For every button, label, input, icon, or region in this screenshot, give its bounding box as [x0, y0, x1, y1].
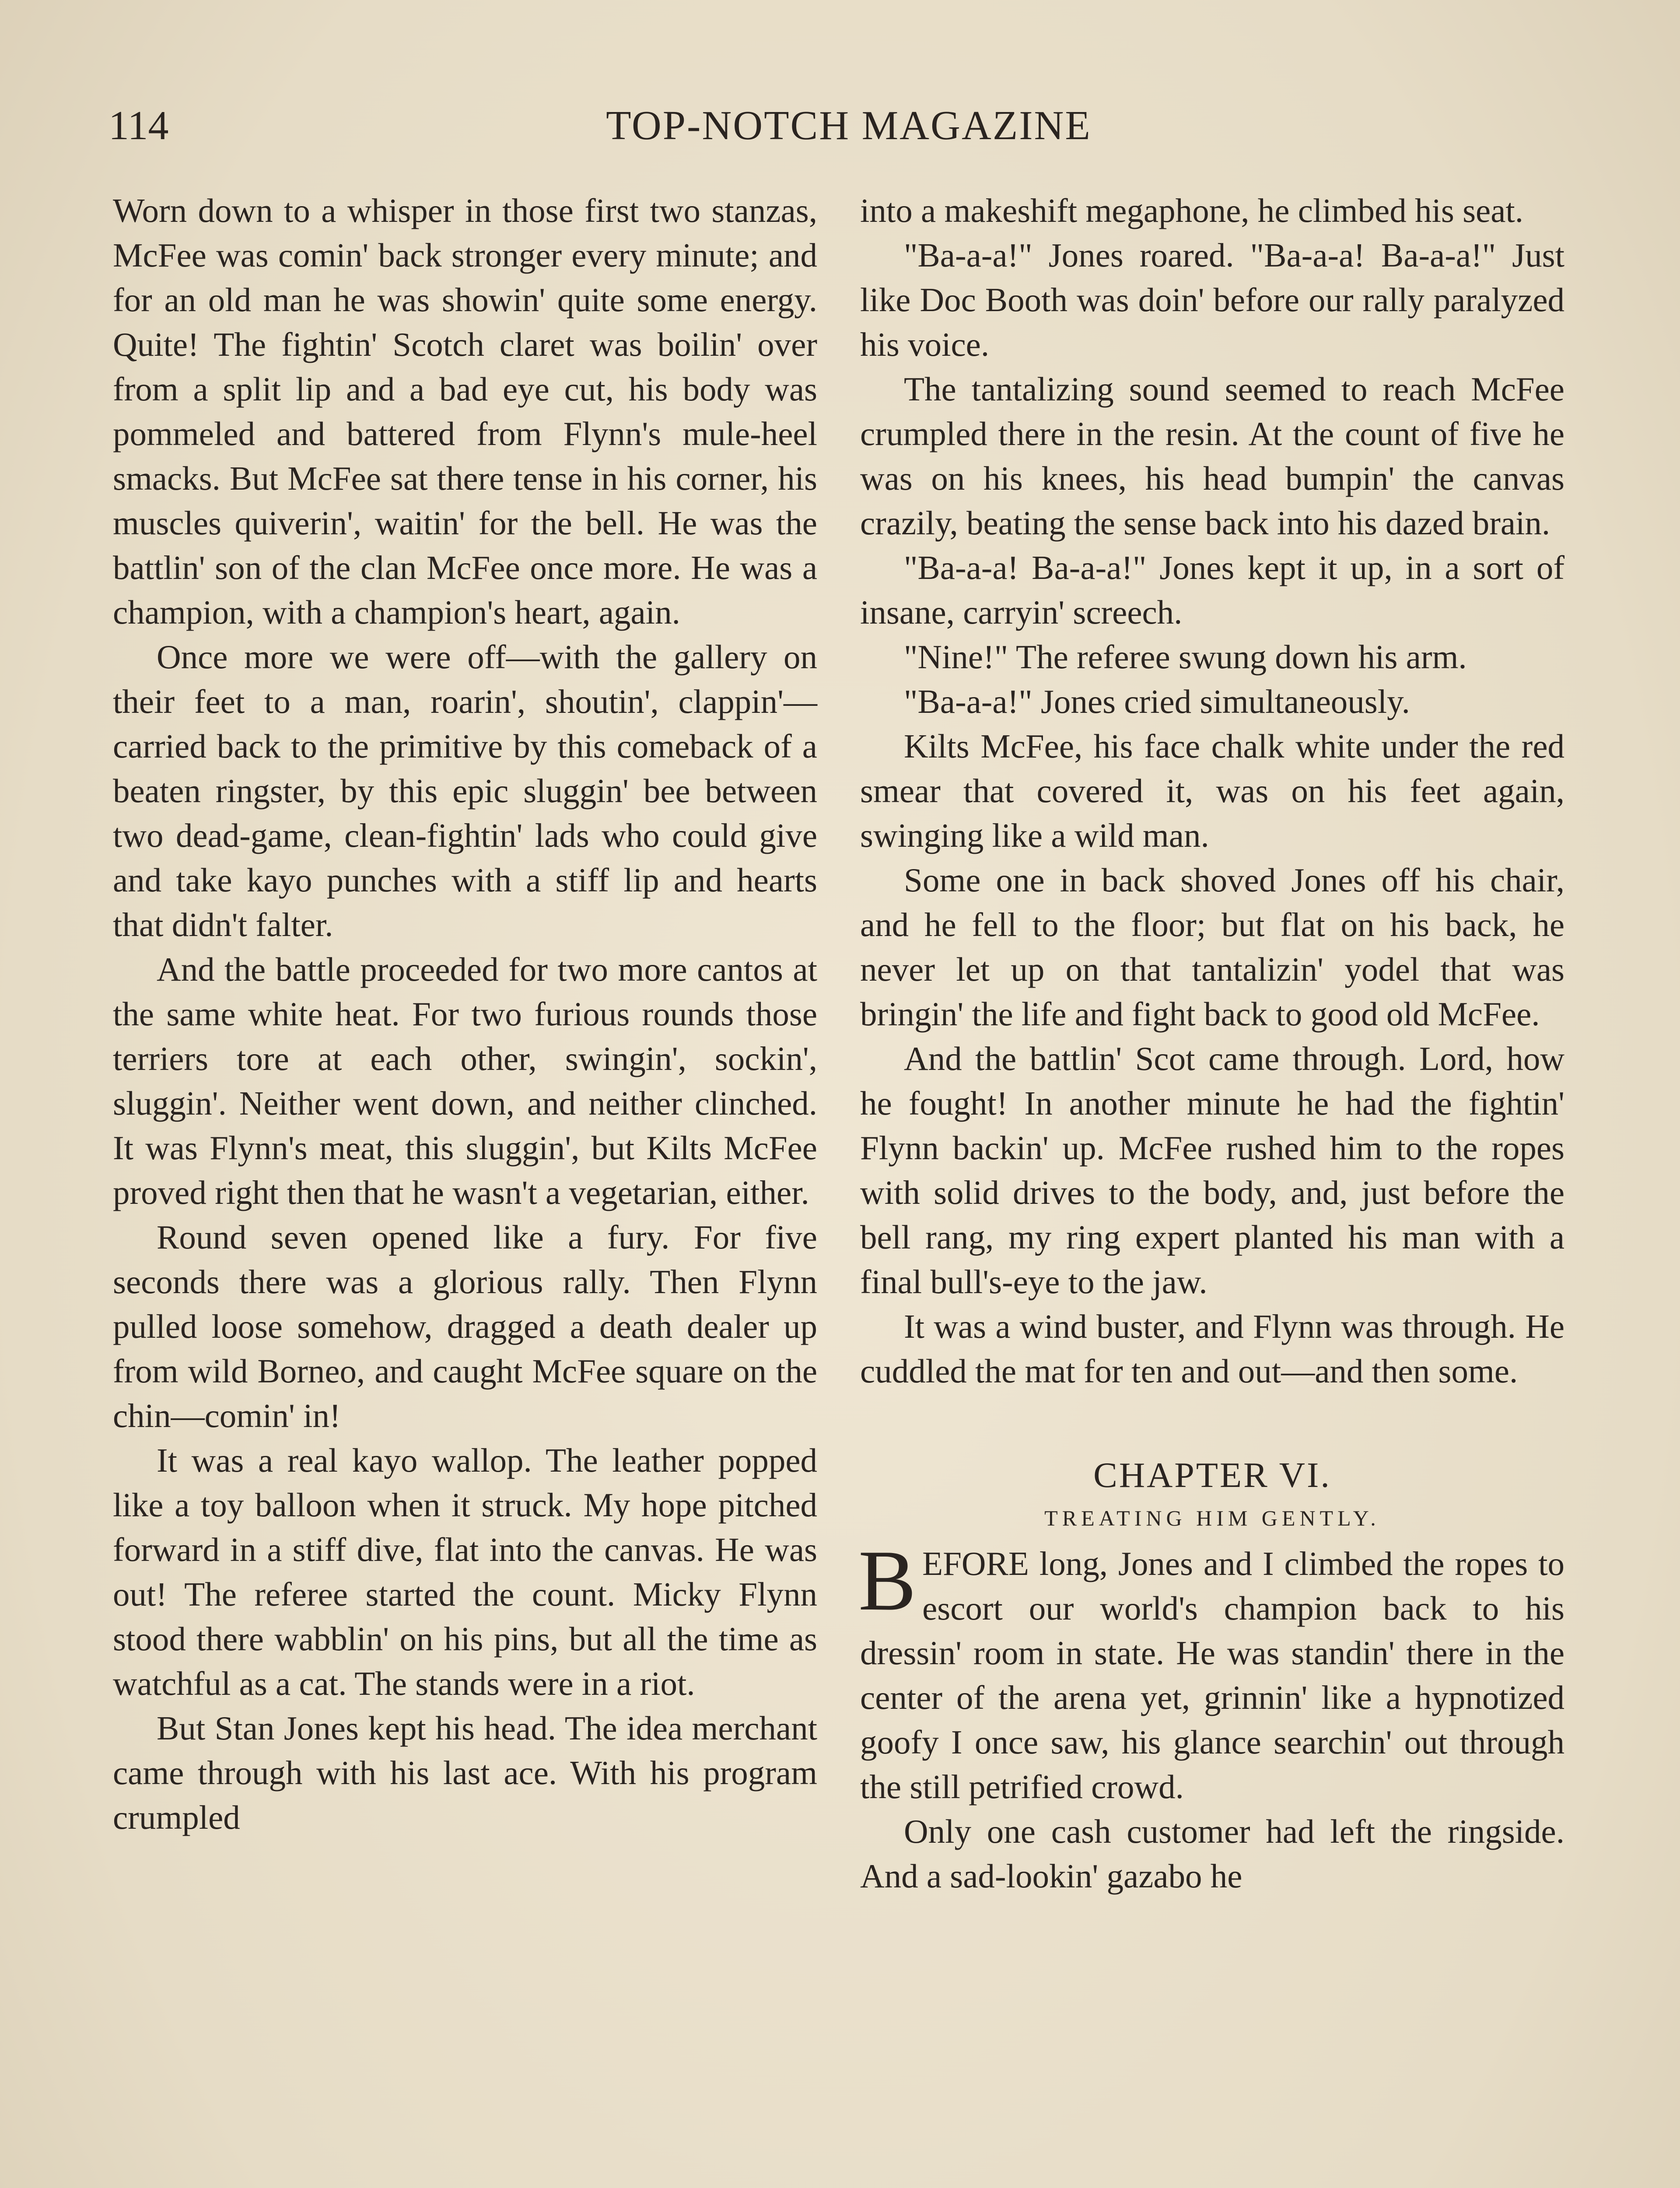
paragraph: And the battlin' Scot came through. Lord, how he fought! In another minute he had the fightin' Flynn backin' up. McFee rushed him to the ropes with solid drives to the body, and, just before the bell rang, my ring expert planted his man with a final bull's-eye to the jaw. [860, 1040, 1564, 1301]
paragraph: "Ba-a-a!" Jones cried simultaneously. [904, 683, 1410, 720]
drop-cap: B [858, 1532, 917, 1628]
right-column [860, 188, 1564, 1898]
chapter-subtitle: TREATING HIM GENTLY. [1044, 1506, 1380, 1530]
paragraph: Once more we were off—with the gallery on their feet to a man, roarin', shoutin', clappin'—carried back to the primitive by this comeback of a beaten ringster, by this epic sluggin' bee between two dead-game, clean-fightin' lads who could give and take kayo punches with a stiff lip and hearts that didn't falter. [113, 638, 817, 943]
paragraph: And the battle proceeded for two more cantos at the same white heat. For two furious rounds those terriers tore at each other, swingin', sockin', sluggin'. Neither went down, and neither clinched. It was Flynn's meat, this sluggin', but Kilts McFee proved right then that he wasn't a vegetarian, either. [113, 950, 817, 1211]
paragraph: "Nine!" The referee swung down his arm. [904, 638, 1467, 676]
paragraph: Round seven opened like a fury. For five seconds there was a glorious rally. Then Flynn pulled loose somehow, dragged a death dealer up from wild Borneo, and caught McFee square on the chin—comin' in! [113, 1218, 817, 1434]
chapter-opening-paragraph [858, 1532, 1564, 1809]
paragraph: The tantalizing sound seemed to reach McFee crumpled there in the resin. At the count of five he was on his knees, his head bumpin' the canvas crazily, beating the sense back into his dazed brain. [860, 370, 1564, 542]
paragraph: "Ba-a-a!" Jones roared. "Ba-a-a! Ba-a-a!" Just like Doc Booth was doin' before our rally paralyzed his voice. [860, 236, 1564, 363]
chapter-title: CHAPTER VI. [1093, 1455, 1331, 1495]
paragraph: Worn down to a whisper in those first two stanzas, McFee was comin' back stronger every minute; and for an old man he was showin' quite some energy. Quite! The fightin' Scotch claret was boilin' over from a split lip and a bad eye cut, his body was pommeled and battered from Flynn's mule-heel smacks. But McFee sat there tense in his corner, his muscles quiverin', waitin' for the bell. He was the battlin' son of the clan McFee once more. He was a champion, with a champion's heart, again. [113, 192, 817, 631]
left-column [113, 188, 817, 1840]
paragraph: "Ba-a-a! Ba-a-a!" Jones kept it up, in a sort of insane, carryin' screech. [860, 549, 1564, 631]
opening-text: EFORE long, Jones and I climbed the ropes to escort our world's champion back to his dressin' room in state. He was standin' there in the center of the arena yet, grinnin' like a hypnotized goofy I once saw, his glance searchin' out through the still petrified crowd. [860, 1545, 1564, 1806]
running-head: TOP-NOTCH MAGAZINE [606, 103, 1092, 148]
paragraph: Some one in back shoved Jones off his chair, and he fell to the floor; but flat on his back, he never let up on that tantalizin' yodel that was bringin' the life and fight back to good old McFee. [860, 861, 1564, 1033]
paragraph: It was a wind buster, and Flynn was through. He cuddled the mat for ten and out—and then some. [860, 1308, 1564, 1390]
paragraph: into a makeshift megaphone, he climbed his seat. [860, 192, 1524, 229]
paragraph: Kilts McFee, his face chalk white under the red smear that covered it, was on his feet again, swinging like a wild man. [860, 727, 1564, 854]
page-header [108, 102, 1563, 150]
paragraph: Only one cash customer had left the ringside. And a sad-lookin' gazabo he [860, 1813, 1564, 1895]
paragraph: It was a real kayo wallop. The leather popped like a toy balloon when it struck. My hope pitched forward in a stiff dive, flat into the canvas. He was out! The referee started the count. Micky Flynn stood there wabblin' on his pins, but all the time as watchful as a cat. The stands were in a riot. [113, 1441, 817, 1702]
paragraph: But Stan Jones kept his head. The idea merchant came through with his last ace. With his program crumpled [113, 1709, 817, 1836]
page-number: 114 [108, 103, 169, 148]
